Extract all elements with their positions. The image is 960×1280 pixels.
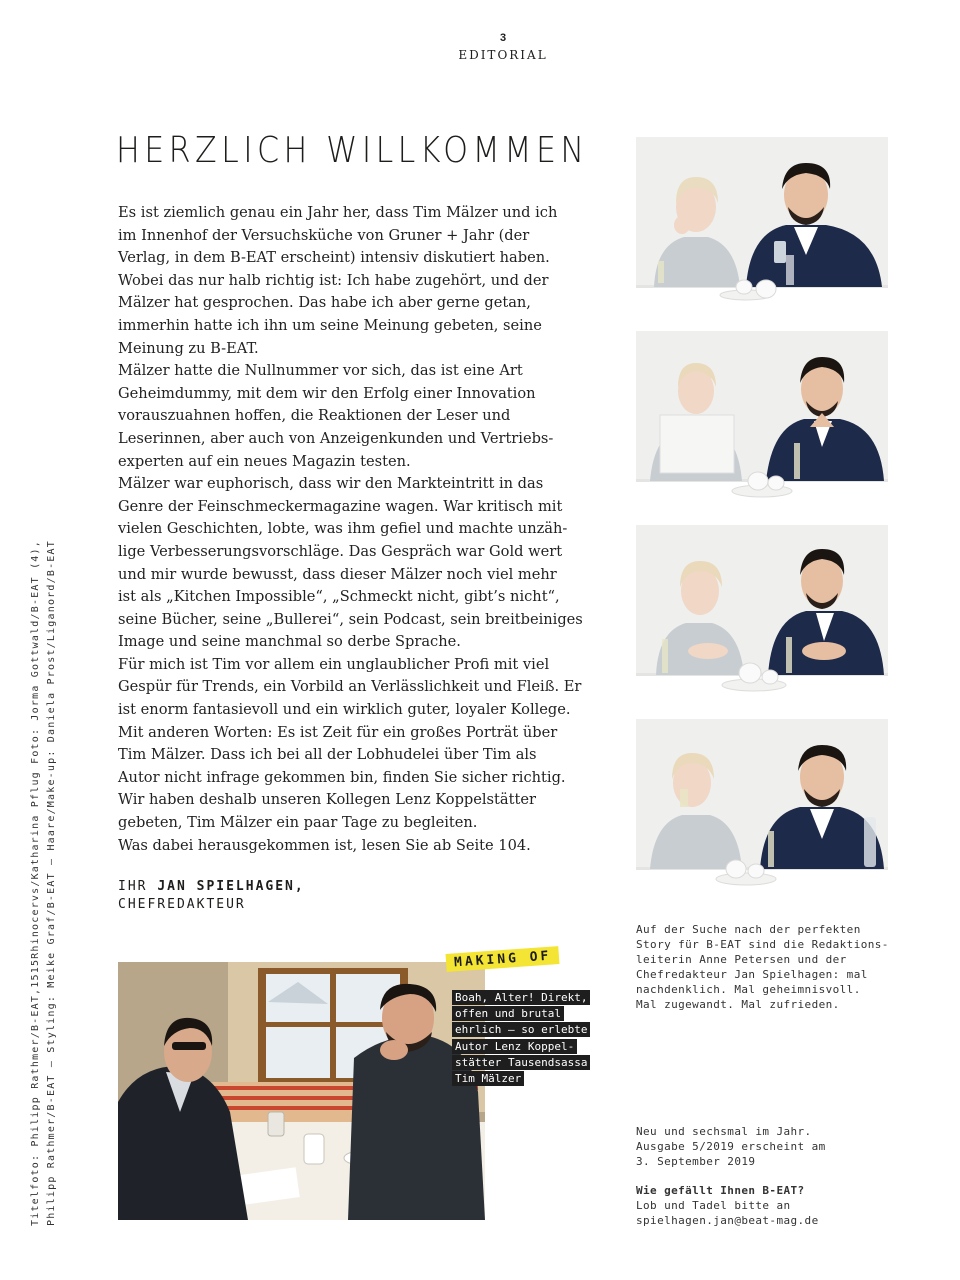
editor-photo-2 bbox=[636, 331, 888, 523]
credits-line-1: Titelfoto: Philipp Rathmer/B-EAT,1515Rhinocervs/Katharina Pflug Foto: Jorma Gottwald/B-EAT (4), bbox=[30, 540, 41, 1226]
publication-note: Neu und sechsmal im Jahr. Ausgabe 5/2019 erscheint am 3. September 2019 bbox=[636, 1125, 826, 1168]
signature-role: CHEFREDAKTEUR bbox=[118, 897, 246, 912]
making-of-photo bbox=[118, 962, 485, 1220]
signature-prefix: IHR bbox=[118, 879, 158, 894]
page-title: HERZLICH WILLKOMMEN bbox=[116, 130, 589, 171]
making-of-badge: MAKING OF bbox=[446, 946, 560, 972]
editorial-body: Es ist ziemlich genau ein Jahr her, dass Tim Mälzer und ich im Innenhof der Versuchsküche von Gruner + Jahr (der Verlag, in dem B-EAT erscheint) intensiv diskutiert haben. Wobei das nur halb richtig ist: Ich habe zugehört, und der Mälzer hat gesprochen. Das habe ich aber gerne getan, immerhin hatte ich ihn um seine Meinung gebeten, seine Meinung zu B-EAT. Mälzer hatte die Nullnummer vor sich, das ist eine Art Geheimdummy, mit dem wir den Erfolg einer Innovation vorauszuahnen hoffen, die Reaktionen der Leser und Leserinnen, aber auch von Anzeigenkunden und Vertriebs- experten auf ein neues Magazin testen. Mälzer war euphorisch, dass wir den Markteintritt in das Genre der Feinschmeckermagazine wagen. War kritisch mit vielen Geschichten, lobte, was ihm gefiel und machte unzäh- lige Verbesserungsvorschläge. Das Gespräch war Gold wert und mir wurde bewusst, dass dieser Mälzer noch viel mehr ist als „Kitchen Impossible“, „Schmeckt nicht, gibt’s nicht“, seine Bücher, seine „Bullerei“, sein Podcast, sein breitbeiniges Image und seine manchmal so derbe Sprache. Für mich ist Tim vor allem ein unglaublicher Profi mit viel Gespür für Trends, ein Vorbild an Verlässlichkeit und Fleiß. Er ist enorm fantasievoll und ein wirklich guter, loyaler Kollege. Mit anderen Worten: Es ist Zeit für ein großes Porträt über Tim Mälzer. Dass ich bei all der Lobhudelei über Tim als Autor nicht infrage gekommen bin, finden Sie sicher richtig. Wir haben deshalb unseren Kollegen Lenz Koppelstätter gebeten, Tim Mälzer ein paar Tage zu begleiten. Was dabei herausgekommen ist, lesen Sie ab Seite 104. bbox=[118, 204, 583, 854]
signature-name: JAN SPIELHAGEN, bbox=[157, 879, 305, 894]
making-of-line: Autor Lenz Koppel- bbox=[452, 1039, 577, 1054]
page-number: 3 bbox=[499, 32, 507, 44]
editor-photo-4 bbox=[636, 719, 888, 911]
section-label: EDITORIAL bbox=[458, 48, 548, 62]
editor-photo-3 bbox=[636, 525, 888, 717]
credits-line-2: Philipp Rathmer/B-EAT — Styling: Meike Graf/B-EAT — Haare/Make-up: Daniela Prost/Liganord/B-EAT bbox=[46, 540, 57, 1226]
making-of-line: ehrlich – so erlebte bbox=[452, 1022, 590, 1037]
feedback-contact: Lob und Tadel bitte an spielhagen.jan@beat-mag.de bbox=[636, 1199, 819, 1227]
making-of-line: Tim Mälzer bbox=[452, 1071, 524, 1086]
making-of-line: stätter Tausendsassa bbox=[452, 1055, 590, 1070]
making-of-teaser bbox=[452, 990, 602, 1087]
making-of-line: Boah, Alter! Direkt, bbox=[452, 990, 590, 1005]
signature bbox=[118, 878, 305, 914]
photo-caption: Auf der Suche nach der perfekten Story für B-EAT sind die Redaktions- leiterin Anne Petersen und der Chefredakteur Jan Spielhagen: mal nachdenklich. Mal geheimnisvoll. Mal zugewandt. Mal zufrieden. bbox=[636, 923, 889, 1011]
editor-photo-1 bbox=[636, 137, 888, 329]
issue-info bbox=[636, 1124, 916, 1228]
feedback-question: Wie gefällt Ihnen B-EAT? bbox=[636, 1184, 805, 1197]
photo-credits bbox=[28, 506, 60, 1226]
making-of-line: offen und brutal bbox=[452, 1006, 564, 1021]
